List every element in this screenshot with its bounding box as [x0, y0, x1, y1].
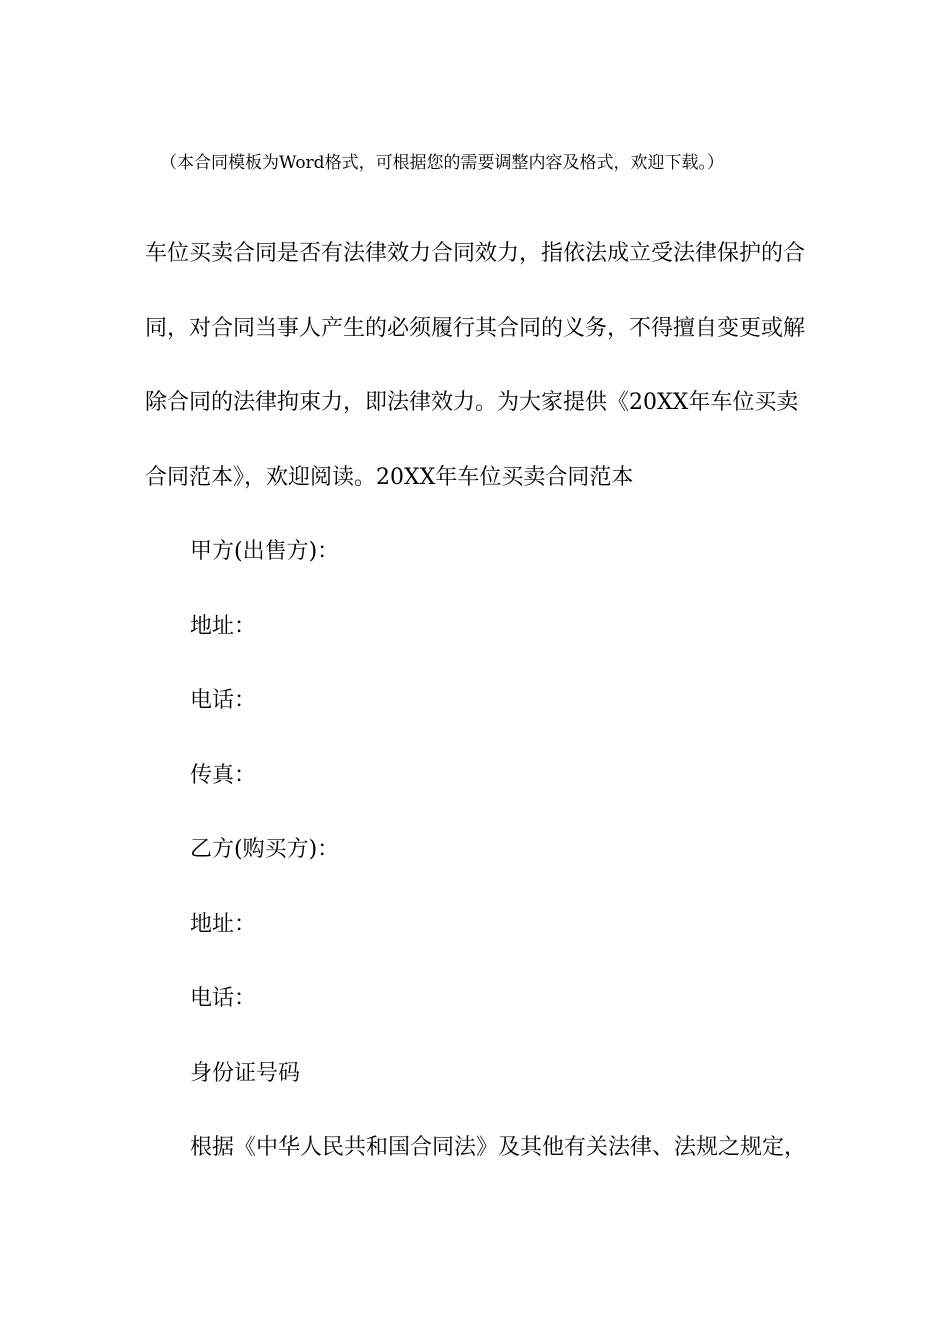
seller-label: 甲方(出售方)： — [190, 539, 340, 564]
template-note: （本合同模板为Word格式，可根据您的需要调整内容及格式，欢迎下载。） — [160, 153, 725, 173]
buyer-address-label: 地址： — [190, 911, 257, 937]
legal-basis-line: 根据《中华人民共和国合同法》及其他有关法律、法规之规定， — [190, 1135, 807, 1160]
buyer-phone-label: 电话： — [190, 986, 257, 1011]
seller-phone-label: 电话： — [190, 688, 257, 713]
intro-paragraph: 车位买卖合同是否有法律效力合同效力，指依法成立受法律保护的合同，对合同当事人产生的必须履行其合同的义务，不得擅自变更或解除合同的法律拘束力，即法律效力。为大家提供《20XX年车位买卖合同范本》，欢迎阅读。20XX年车位买卖合同范本 — [145, 241, 806, 490]
buyer-id-label: 身份证号码 — [190, 1060, 301, 1086]
buyer-label: 乙方(购买方)： — [190, 837, 340, 862]
seller-address-label: 地址： — [190, 613, 257, 639]
contract-body — [145, 217, 805, 1186]
seller-fax-label: 传真： — [190, 762, 257, 788]
